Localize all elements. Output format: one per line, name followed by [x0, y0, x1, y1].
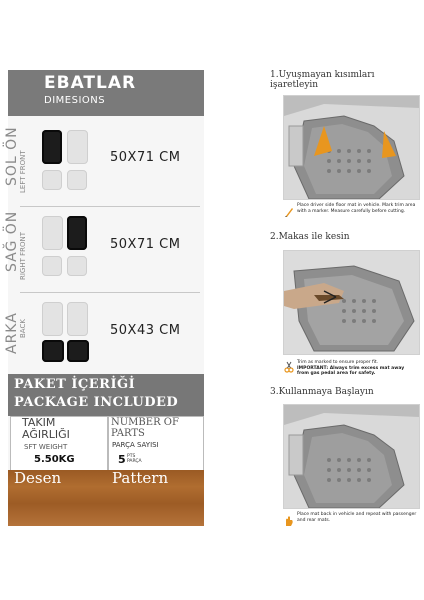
back-label: ARKA: [4, 312, 20, 354]
pattern-label-tr: Desen: [14, 469, 62, 487]
step-1-illustration: [283, 95, 420, 200]
parts-label-line1: NUMBER OF: [111, 417, 179, 428]
left-front-label: SOL ÖN: [4, 126, 20, 186]
marker-icon: [284, 203, 294, 215]
rear-right-mat-outline: [67, 256, 87, 276]
weight-sub: SFT WEIGHT: [24, 443, 68, 451]
parts-label: [111, 417, 179, 439]
left-front-mat: [42, 130, 62, 164]
left-front-mat-outline: [42, 216, 63, 250]
parts-label-line2: PARTS: [111, 428, 145, 439]
parts-unit: [127, 454, 142, 464]
right-front-mat-outline: [67, 130, 88, 164]
right-front-size: 50X71 CM: [110, 237, 181, 252]
right-front-label: SAĞ ÖN: [4, 210, 20, 272]
package-title-tr: PAKET İÇERİĞİ: [14, 377, 136, 392]
parts-sub: PARÇA SAYISI: [112, 441, 159, 449]
step-2-title: 2.Makas ile kesin: [270, 232, 350, 242]
rear-right-mat: [67, 340, 89, 362]
scissors-icon: [284, 358, 294, 370]
step-3-drawing: [284, 405, 419, 508]
left-front-size: 50X71 CM: [110, 150, 181, 165]
package-title-en: PACKAGE INCLUDED: [14, 395, 179, 410]
weight-label-line2: AĞIRLIĞI: [22, 428, 70, 441]
back-size: 50X43 CM: [110, 323, 181, 338]
parts-unit-top: PTS: [127, 454, 136, 459]
parts-value: 5: [118, 453, 126, 466]
step-3-note: Place mat back in vehicle and repeat with passenger and rear mats.: [297, 512, 417, 523]
weight-label-line1: TAKIM: [22, 416, 56, 429]
left-front-sublabel: LEFT FRONT: [19, 150, 27, 193]
section-divider: [20, 206, 200, 207]
right-front-mat: [67, 216, 87, 250]
rear-left-mat: [42, 340, 64, 362]
weight-value: 5.50KG: [34, 454, 75, 465]
step-3-illustration: [283, 404, 420, 509]
section-divider: [20, 292, 200, 293]
hand-icon: [284, 512, 294, 524]
step-1-note: Place driver side floor mat in vehicle. Mark trim area with a marker. Measure carefully before cutting.: [297, 203, 416, 214]
step-3-title: 3.Kullanmaya Başlayın: [270, 387, 374, 397]
right-front-mat-outline: [67, 302, 88, 336]
rear-left-mat-outline: [42, 256, 62, 276]
right-front-sublabel: RIGHT FRONT: [19, 231, 27, 280]
step-2-drawing: [284, 251, 419, 354]
pattern-label-en: Pattern: [112, 469, 169, 487]
back-mat-diagram: [40, 298, 96, 370]
rear-left-mat-outline: [42, 170, 62, 190]
step-2-illustration: [283, 250, 420, 355]
left-front-mat-diagram: [40, 126, 96, 196]
step-2-note: [297, 360, 417, 377]
parts-unit-bottom: PARÇA: [127, 459, 142, 464]
left-front-mat-outline: [42, 302, 63, 336]
step-2-note-main: Trim as marked to ensure proper fit.: [297, 360, 379, 365]
right-front-mat-diagram: [40, 212, 96, 284]
step-1-drawing: [284, 96, 419, 199]
rear-right-mat-outline: [67, 170, 87, 190]
weight-label: [22, 417, 70, 441]
back-sublabel: BACK: [19, 319, 27, 338]
step-1-title: 1.Uyuşmayan kısımları işaretleyin: [270, 70, 375, 90]
step-2-note-important: IMPORTANT: Always trim excess mat away from gas pedal area for safety.: [297, 365, 405, 376]
dimensions-title: EBATLAR: [44, 73, 137, 93]
dimensions-subtitle: DIMESIONS: [44, 95, 106, 106]
